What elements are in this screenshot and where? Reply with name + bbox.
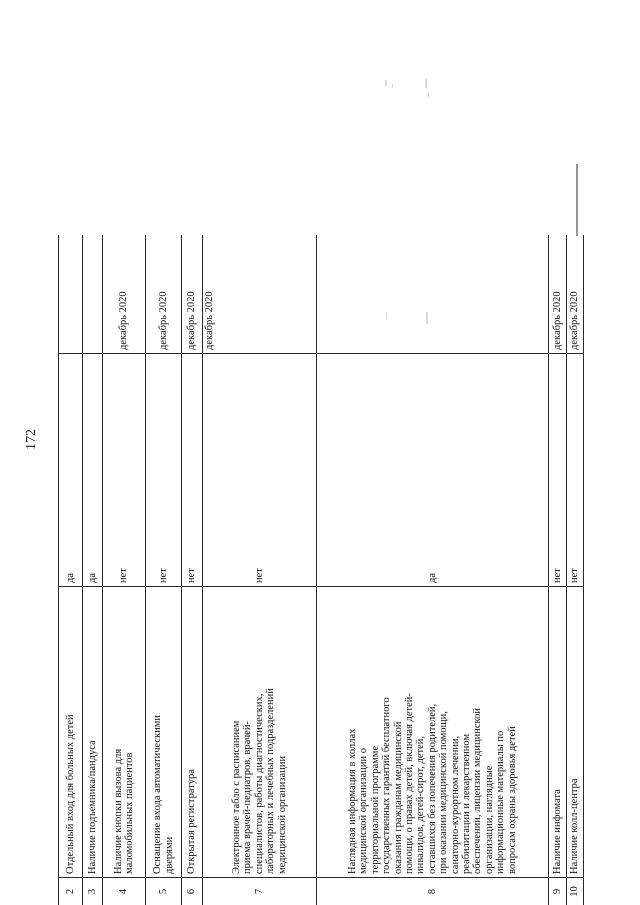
data-table — [58, 235, 584, 905]
deadline: декабрь 2020 — [569, 291, 581, 350]
item-name: Отдельный вход для больных детей — [59, 586, 82, 877]
item-name: Наглядная информация в холлах медицинской организации о территориальной программе государственных гарантий бесплатного оказания гражданам медицинской помощи, о правах детей, включая детей- инвалидов, детей-сирот, детей, оставшихся без попечения родителей, при оказании медицинской помощи, санаторно-курортном лечении, реабилитации и лекарственном обеспечении, лицензии медицинской организации, наглядные информационные материалы по вопросам охраны здоровья детей — [317, 586, 548, 877]
availability: нет — [146, 353, 181, 586]
row-number: 8 — [317, 877, 548, 905]
deadline: декабрь 2020 — [551, 291, 563, 350]
deadline: декабрь 2020 — [118, 291, 130, 350]
item-name: Наличие инфомата — [549, 586, 566, 877]
item-name: Открытая регистратура — [182, 586, 202, 877]
table-row — [566, 235, 584, 905]
deadline — [59, 235, 82, 353]
row-number: 2 — [59, 877, 82, 905]
row-number: 3 — [83, 877, 102, 905]
row-number: 5 — [146, 877, 181, 905]
item-name: Наличие кнопки вызова для маломобильных пациентов — [103, 586, 145, 877]
availability: нет — [203, 353, 316, 586]
availability: да — [317, 353, 548, 586]
deadline: декабрь 2020 — [204, 291, 215, 350]
deadline: декабрь 2020 — [186, 291, 198, 350]
row-number: 7 — [203, 877, 316, 905]
table-row — [145, 235, 181, 905]
availability: нет — [103, 353, 145, 586]
deadline — [83, 235, 102, 353]
availability: нет — [567, 353, 583, 586]
deadline: декабрь 2020 — [157, 291, 169, 350]
row-number: 4 — [103, 877, 145, 905]
page-number: 172 — [24, 429, 39, 450]
item-name: Наличие подъемника/пандуса — [83, 586, 102, 877]
row-number: 6 — [182, 877, 202, 905]
availability: да — [59, 353, 82, 586]
deadline — [317, 235, 548, 353]
table-row — [102, 235, 145, 905]
table-row — [548, 235, 566, 905]
table-row — [316, 235, 548, 905]
item-name: Электронное табло с расписанием приема врачей-педиатров, врачей- специалистов, работы диагностических, лабораторных и лечебных подразделений медицинской организации — [203, 586, 316, 877]
table-row — [202, 235, 316, 905]
item-name: Оснащение входа автоматическими дверями — [146, 586, 181, 877]
row-number: 10 — [567, 877, 583, 905]
table-row — [82, 235, 102, 905]
table-row — [181, 235, 202, 905]
table-row — [58, 235, 82, 905]
item-name: Наличие колл-центра — [567, 586, 583, 877]
availability: нет — [549, 353, 566, 586]
row-number: 9 — [549, 877, 566, 905]
availability: нет — [182, 353, 202, 586]
availability: да — [83, 353, 102, 586]
